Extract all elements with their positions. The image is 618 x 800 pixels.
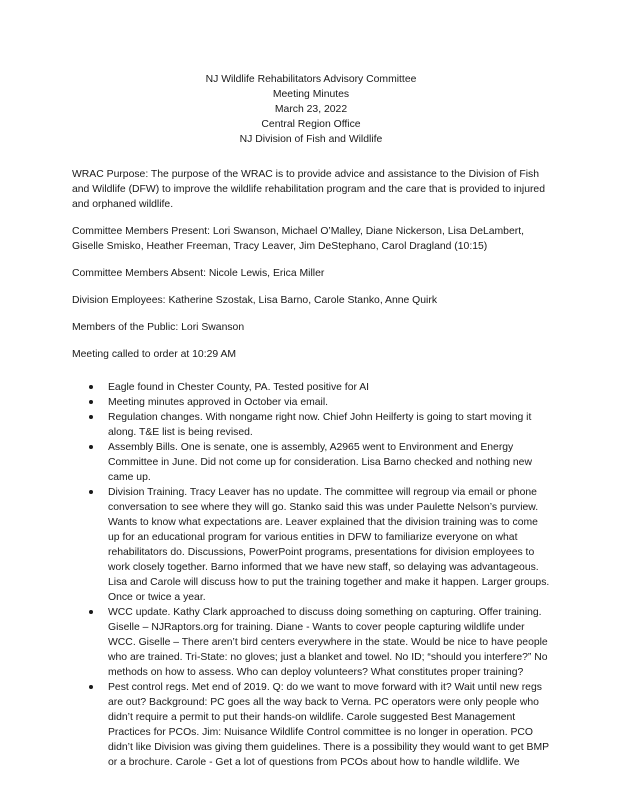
header-location: Central Region Office xyxy=(261,119,361,130)
list-item: Assembly Bills. One is senate, one is assembly, A2965 went to Environment and Energy Committee in June. Did not come up for consideration. Lisa Barno checked and nothing new came up. xyxy=(108,440,550,485)
members-absent-paragraph: Committee Members Absent: Nicole Lewis, Erica Miller xyxy=(72,268,325,279)
document-page xyxy=(72,72,550,770)
header-doc-type: Meeting Minutes xyxy=(272,89,350,100)
header-division: NJ Division of Fish and Wildlife xyxy=(239,134,383,145)
list-item: Division Training. Tracy Leaver has no update. The committee will regroup via email or phone conversation to see where they will go. Stanko said this was under Paulette Nelson’s purview. Wants to know what expectations are. Leaver explained that the division training was to come up for an educational program for various entities in DFW to familiarize everyone on what rehabilitators do. Discussions, PowerPoint programs, presentations for division employees to work closely together. Barno informed that we have new staff, so delaying was advantageous. Lisa and Carole will discuss how to put the training together and make it happen. Larger groups. Once or twice a year. xyxy=(108,487,550,603)
list-item: Meeting minutes approved in October via email. xyxy=(108,395,550,410)
division-employees-paragraph: Division Employees: Katherine Szostak, Lisa Barno, Carole Stanko, Anne Quirk xyxy=(72,295,438,306)
document-header xyxy=(72,72,550,147)
called-to-order-paragraph: Meeting called to order at 10:29 AM xyxy=(72,349,237,360)
members-public-paragraph: Members of the Public: Lori Swanson xyxy=(72,322,245,333)
members-present-paragraph: Committee Members Present: Lori Swanson, Michael O’Malley, Diane Nickerson, Lisa DeLambert, Giselle Smisko, Heather Freeman, Tracy Leaver, Jim DeStephano, Carol Dragland (10:15) xyxy=(72,226,524,252)
list-item: Pest control regs. Met end of 2019. Q: do we want to move forward with it? Wait until new regs are out? Background: PC goes all the way back to Verna. PC operators were only people who didn’t require a permit to put their hands-on wildlife. Carole suggested Best Management Practices for PCOs. Jim: Nuisance Wildlife Control committee is no longer in operation. PCO didn’t like Division was giving them guidelines. There is a possibility they would want to get BMP or a brochure. Carole - Get a lot of questions from PCOs about how to handle wildlife. We xyxy=(108,682,549,768)
list-item: Regulation changes. With nongame right now. Chief John Heilferty is going to start moving it along. T&E list is being revised. xyxy=(108,410,550,440)
header-date: March 23, 2022 xyxy=(274,104,348,115)
minutes-list xyxy=(72,380,550,770)
header-committee-name: NJ Wildlife Rehabilitators Advisory Committee xyxy=(205,74,417,85)
list-item: WCC update. Kathy Clark approached to discuss doing something on capturing. Offer training. Giselle – NJRaptors.org for training. Diane - Wants to cover people capturing wildlife under WCC. Giselle – There aren’t bird centers everywhere in the state. Would be nice to have people who are trained. Tri-State: no gloves; just a blanket and towel. No ID; “should you interfere?” No methods on how to assess. Who can deploy volunteers? What constitutes proper training? xyxy=(108,605,550,680)
purpose-paragraph: WRAC Purpose: The purpose of the WRAC is to provide advice and assistance to the Division of Fish and Wildlife (DFW) to improve the wildlife rehabilitation program and the care that is provided to injured and orphaned wildlife. xyxy=(72,169,545,210)
list-item: Eagle found in Chester County, PA. Tested positive for AI xyxy=(108,380,550,395)
